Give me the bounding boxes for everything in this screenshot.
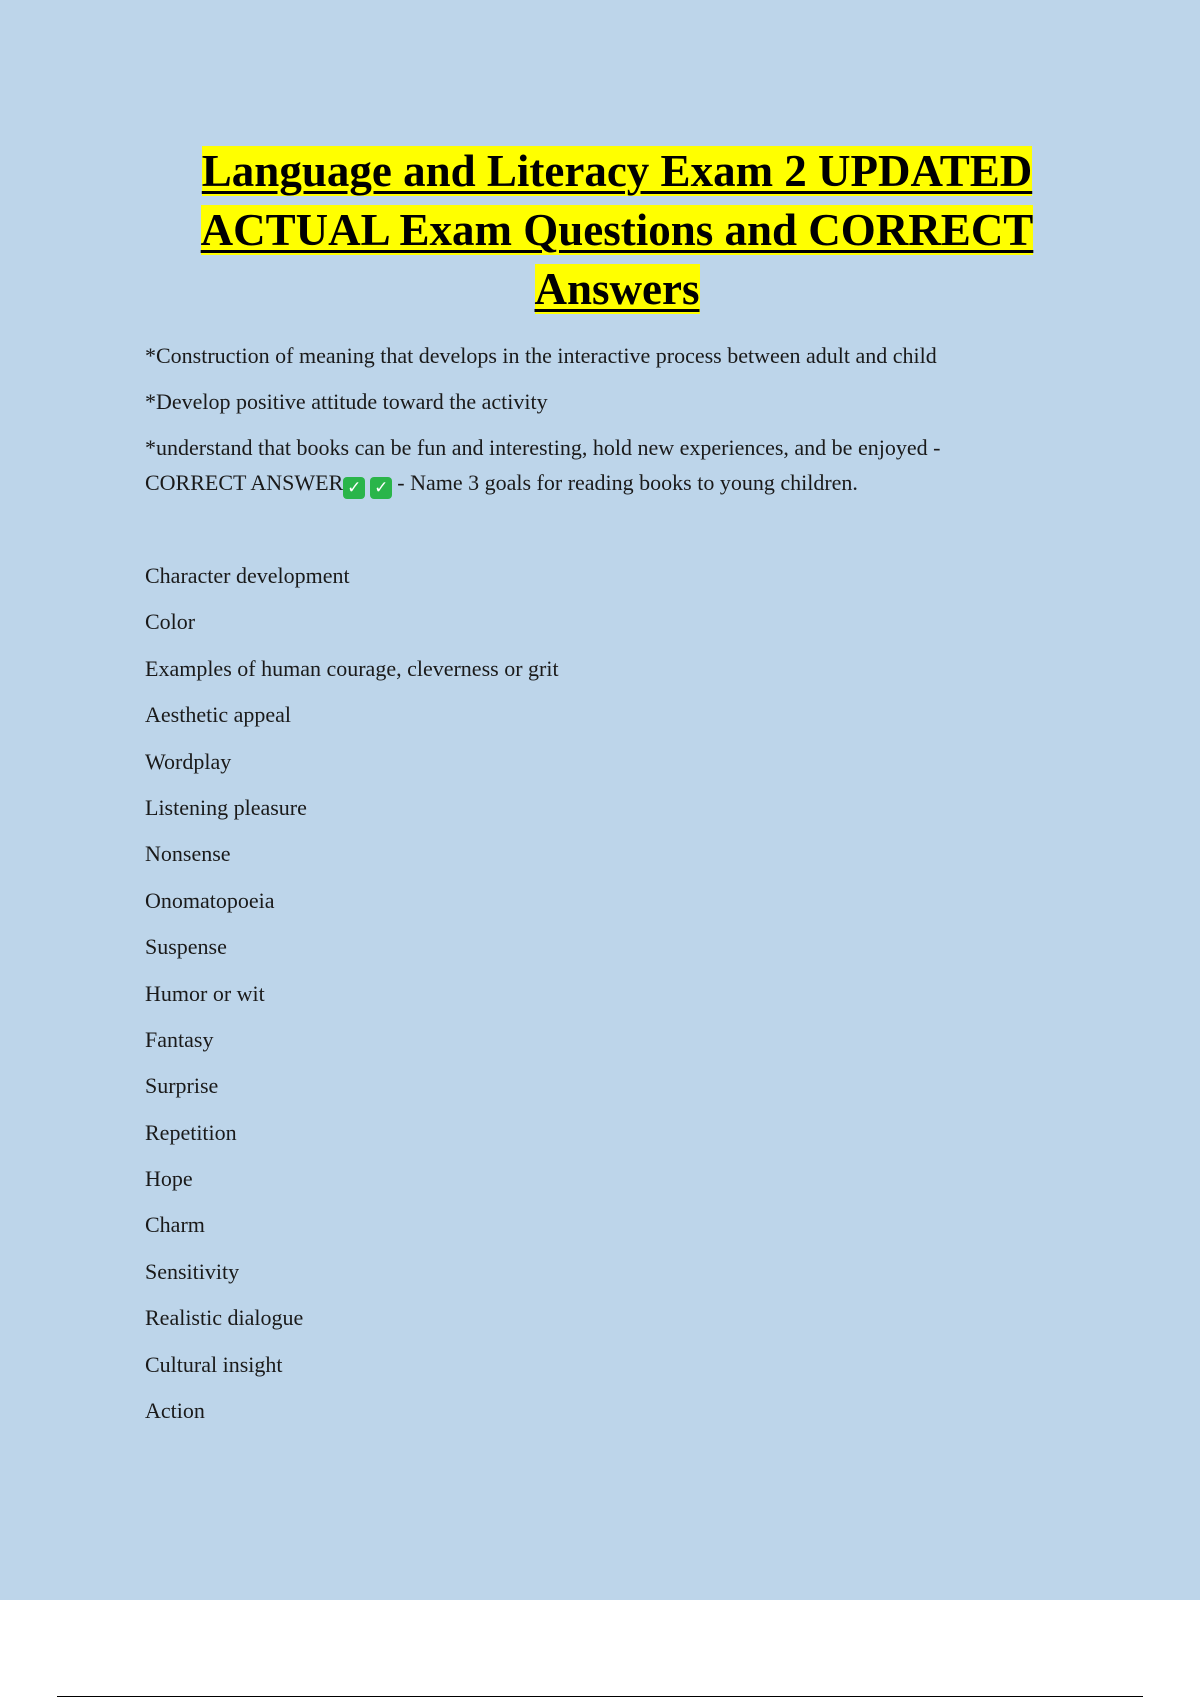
list-item: Surprise bbox=[145, 1073, 219, 1099]
list-item: Suspense bbox=[145, 934, 227, 960]
answer-line-2: *Develop positive attitude toward the activity bbox=[145, 389, 548, 414]
question-text: - Name 3 goals for reading books to young children. bbox=[397, 470, 858, 495]
list-item: Repetition bbox=[145, 1119, 237, 1145]
list-item: Color bbox=[145, 609, 196, 635]
list-item: Nonsense bbox=[145, 841, 231, 867]
list-item: Fantasy bbox=[145, 1026, 214, 1052]
answer-line-3 bbox=[145, 430, 1045, 500]
answer-line-3-text: *understand that books can be fun and interesting, hold new experiences, and be enjoyed - CORRECT ANSWER bbox=[145, 435, 941, 495]
answer-line-1: *Construction of meaning that develops in the interactive process between adult and child bbox=[145, 343, 937, 368]
list-item: Humor or wit bbox=[145, 980, 265, 1006]
answer-list bbox=[145, 555, 1045, 1436]
check-mark-icon: ✓ bbox=[343, 477, 365, 499]
question-block bbox=[145, 338, 1045, 500]
check-mark-icon: ✓ bbox=[370, 477, 392, 499]
list-item: Charm bbox=[145, 1212, 205, 1238]
list-item: Aesthetic appeal bbox=[145, 702, 291, 728]
list-item: Onomatopoeia bbox=[145, 887, 275, 913]
list-item: Character development bbox=[145, 563, 350, 588]
document-title-text: Language and Literacy Exam 2 UPDATED ACTUAL Exam Questions and CORRECT Answers bbox=[200, 146, 1034, 314]
list-item: Sensitivity bbox=[145, 1258, 240, 1284]
list-item: Wordplay bbox=[145, 748, 232, 774]
list-item: Hope bbox=[145, 1166, 193, 1192]
list-item: Action bbox=[145, 1398, 205, 1424]
footer-divider bbox=[57, 1696, 1143, 1697]
list-item: Listening pleasure bbox=[145, 794, 307, 820]
list-item: Examples of human courage, cleverness or grit bbox=[145, 655, 559, 681]
document-title bbox=[130, 142, 1104, 319]
list-item: Realistic dialogue bbox=[145, 1305, 304, 1331]
list-item: Cultural insight bbox=[145, 1351, 283, 1377]
